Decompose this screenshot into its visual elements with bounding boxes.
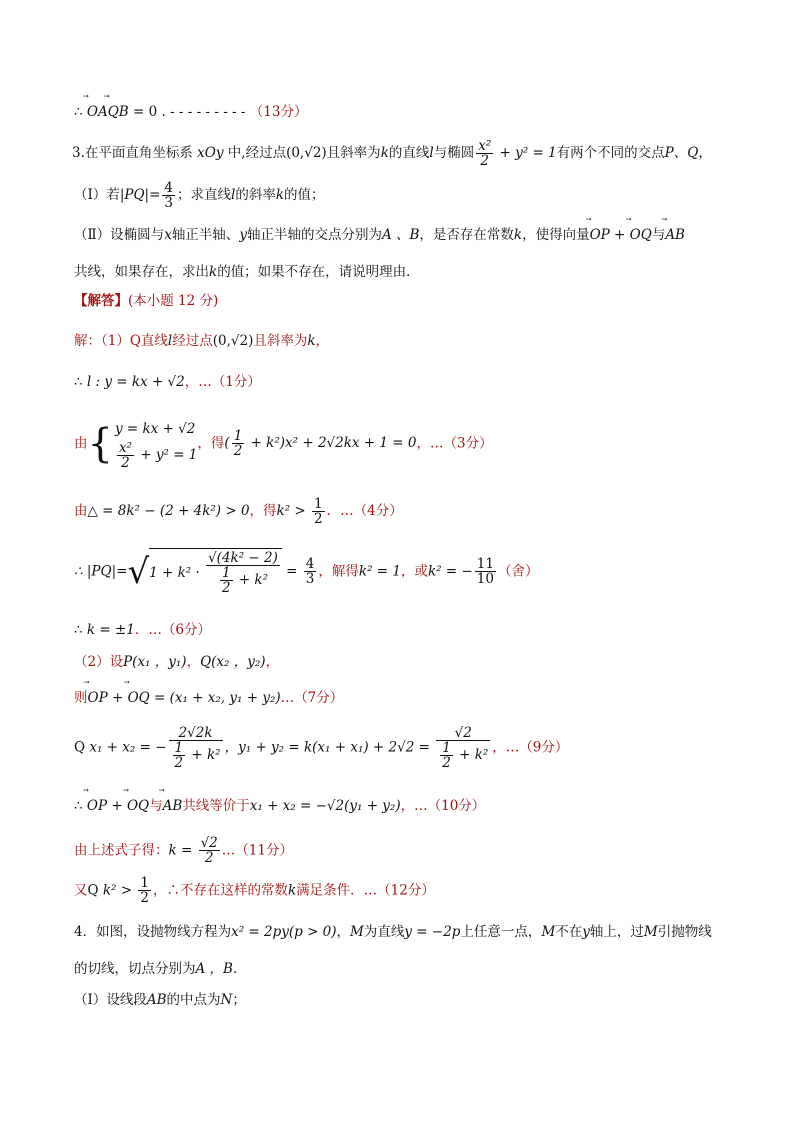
plus: + <box>107 798 127 814</box>
text: ， <box>186 654 201 670</box>
math-ab: A 、B <box>381 227 420 243</box>
math-x: x <box>164 227 172 243</box>
vector-op: ⃗ OP <box>87 796 107 816</box>
math-discriminant: △ = 8k² − (2 + 4k²) > 0 <box>87 503 250 519</box>
fraction-11-10 <box>475 557 496 586</box>
text: 由 <box>74 435 88 452</box>
score-12: …（12分） <box>363 882 435 899</box>
frac-num: 1 <box>442 739 451 756</box>
den-tail: + k² <box>187 746 221 763</box>
because-symbol: Q <box>87 882 103 899</box>
text: 的中点为 <box>166 992 221 1008</box>
math-xoy: xOy <box>197 145 224 161</box>
frac-num: 1 <box>140 875 149 891</box>
frac-num: 4 <box>305 556 315 572</box>
sqrt-content <box>149 548 282 595</box>
system-eq-2-tail: + y² = 1 <box>135 447 198 463</box>
math-collinear-cond: x₁ + x₂ = −√2(y₁ + y₂) <box>249 798 401 814</box>
fraction-1-2 <box>440 741 453 770</box>
math-l: l <box>231 187 236 203</box>
fraction-y-sum <box>436 726 490 770</box>
text: 轴上，过 <box>589 924 644 940</box>
vector-oq: ⃗ OQ <box>128 688 150 708</box>
text: 由 <box>74 503 88 519</box>
fraction-1-2 <box>138 876 151 905</box>
math-k2: k² > <box>102 882 137 899</box>
text: 与 <box>149 798 163 814</box>
den-tail: + k² <box>234 572 269 588</box>
problem-3-q2-line2 <box>74 262 764 282</box>
fraction-1-2 <box>220 566 233 595</box>
frac-num: 1 <box>314 496 323 512</box>
fraction-1-2 <box>312 497 325 526</box>
frac-num: 1 <box>233 428 243 444</box>
vector-qb: ⃗ QB <box>108 102 129 122</box>
math-k2-1: k² = 1 <box>358 563 401 580</box>
math-k2: k² > <box>276 503 311 519</box>
quadratic-eq <box>224 428 417 459</box>
frac-den: 2 <box>314 511 323 527</box>
frac-den: 2 <box>221 580 231 596</box>
text: 的直线 <box>388 145 430 161</box>
text: 且斜率为 <box>253 333 308 349</box>
math-k: k <box>307 333 316 349</box>
math-l: l <box>167 333 173 349</box>
text: 的值；如果不存在，请说明理由． <box>217 264 420 280</box>
problem-3-q2 <box>74 225 764 245</box>
therefore: ∴ <box>74 798 87 814</box>
math-abs-pq: |PQ|= <box>119 187 161 203</box>
math-abs-pq: ∴ |PQ|= <box>74 563 128 580</box>
text: ，得 <box>249 503 277 519</box>
plus: + <box>107 690 128 706</box>
math-m: M <box>643 924 658 940</box>
plus: + <box>609 227 630 243</box>
text: 不在 <box>555 924 583 940</box>
system-eq-2 <box>115 441 197 470</box>
therefore: ∴ <box>74 104 87 120</box>
fraction-4-3 <box>162 181 175 210</box>
text: ，∴不存在这样的常数 <box>152 882 288 899</box>
text: 4．如图，设抛物线方程为 <box>74 924 232 940</box>
math-point-q: Q(x₂ ，y₂) <box>200 654 266 670</box>
frac-den <box>436 741 490 770</box>
problem-4-q1 <box>74 990 764 1010</box>
text: ，解得 <box>318 563 359 580</box>
problem-3-intro <box>72 139 764 168</box>
system-eq-1: y = kx + √2 <box>114 421 196 437</box>
equation-system <box>115 417 197 470</box>
text: 与 <box>651 227 666 243</box>
text: 直线 <box>140 333 168 349</box>
text: ，使得向量 <box>522 227 590 243</box>
frac-num: 2√2k <box>169 726 223 741</box>
therefore: ∴ <box>74 374 87 390</box>
frac-den: 2 <box>442 754 451 771</box>
text: 解：（1） <box>74 333 130 349</box>
frac-den: 10 <box>476 571 494 587</box>
text: 则 <box>74 690 88 706</box>
therefore: ∴ <box>74 622 87 638</box>
vector-op: ⃗ OP <box>88 688 108 708</box>
text: 共线，如果存在，求出 <box>74 264 209 280</box>
text: 经过点 <box>172 333 213 349</box>
text: ， <box>265 654 280 670</box>
vector-oq: ⃗ OQ <box>630 225 652 245</box>
math-m: M <box>541 924 556 940</box>
score-1: ，…（1分） <box>184 374 261 390</box>
solution-line-1 <box>74 331 764 351</box>
math-line: y = −2p <box>404 924 461 940</box>
frac-num: √2 <box>436 726 490 741</box>
score-6: ．…（6分） <box>134 622 211 638</box>
frac-den <box>206 566 280 595</box>
text: 的斜率 <box>235 187 276 203</box>
paren: ( <box>224 435 230 451</box>
text: ，或 <box>400 563 428 580</box>
text: ，是否存在常数 <box>419 227 514 243</box>
vector-oa: ⃗ OA <box>87 102 108 122</box>
math-point-p: P(x₁ ，y₁) <box>123 654 187 670</box>
frac-num: 1 <box>221 565 231 581</box>
equals: = <box>281 563 302 580</box>
text: 满足条件． <box>296 882 364 899</box>
text: 有两个不同的交点 <box>556 145 665 161</box>
equals-zero: = 0 . - - - - - - - - - <box>128 104 250 120</box>
because-symbol: Q <box>74 739 90 756</box>
score-13: （13分） <box>249 104 308 120</box>
vector-op: ⃗ OP <box>590 225 610 245</box>
sqrt-prefix: 1 + k² · <box>149 565 205 581</box>
solution-line-7 <box>74 652 764 672</box>
text: ． <box>232 961 247 977</box>
text: 又 <box>74 882 88 899</box>
frac-num: x² <box>478 138 492 154</box>
text: ， <box>698 145 712 161</box>
math-k: k <box>287 882 297 899</box>
text: （Ⅰ）设线段 <box>74 992 147 1008</box>
score-10: ，…（10分） <box>400 798 486 814</box>
solution-line-10 <box>74 796 764 816</box>
math-k: k <box>275 187 285 203</box>
problem-4-line2 <box>74 959 764 979</box>
math-ab: A ，B <box>195 961 233 977</box>
frac-den: 3 <box>305 571 315 587</box>
text: 上任意一点， <box>460 924 542 940</box>
math-k-pm1: k = ±1 <box>86 622 135 638</box>
math-m: M <box>350 924 364 940</box>
math-y-sum: ，y₁ + y₂ = k(x₁ + x₁) + 2√2 = <box>224 739 435 756</box>
math-pq: P、Q <box>664 145 699 161</box>
solution-line-4 <box>74 497 764 526</box>
solution-line-5 <box>74 548 764 595</box>
math-n: N <box>220 992 233 1008</box>
text: 且斜率为 <box>326 145 381 161</box>
discard-note: （舍） <box>497 563 539 580</box>
solution-line-12 <box>74 873 764 908</box>
frac-den: 2 <box>174 754 184 771</box>
because-symbol: Q <box>129 333 141 349</box>
score-7: …（7分） <box>280 690 344 706</box>
math-x-sum: x₁ + x₂ = − <box>89 739 167 756</box>
fraction-sqrt2-2 <box>199 836 220 865</box>
text: ， <box>315 333 330 349</box>
text: ， <box>336 924 351 940</box>
problem-4-intro <box>74 922 764 942</box>
math-y: y <box>239 227 247 243</box>
text: 为直线 <box>363 924 405 940</box>
solution-line-8 <box>74 688 764 708</box>
problem-3-q1 <box>74 181 764 210</box>
math-k: k <box>209 264 218 280</box>
frac-den: 3 <box>164 195 173 211</box>
solution-line-6 <box>74 620 764 640</box>
text: 轴正半轴的交点分别为 <box>246 227 382 243</box>
fraction-x-sum <box>169 726 223 770</box>
solution-line-2 <box>74 372 764 392</box>
vector-oq: ⃗ OQ <box>127 796 149 816</box>
answer-points: (本小题 12 分) <box>128 293 219 309</box>
score-3: ，…（3分） <box>416 435 493 452</box>
math-k: k <box>513 227 523 243</box>
math-line-eq: l : y = kx + √2 <box>86 374 185 390</box>
text: 与椭圆 <box>433 145 475 161</box>
sqrt-sign: √ <box>127 551 150 592</box>
fraction-4-3 <box>304 557 317 586</box>
solution-line-3 <box>74 417 764 470</box>
left-brace: { <box>87 420 113 467</box>
text: （2）设 <box>74 654 124 670</box>
line-oa-qb <box>74 102 764 122</box>
math-l: l <box>429 145 434 161</box>
score-9: ，…（9分） <box>492 739 569 756</box>
math-y: y <box>582 924 590 940</box>
math-point: (0,√2) <box>212 333 254 349</box>
fraction-1-2 <box>173 741 186 770</box>
frac-num: x² <box>118 440 132 456</box>
frac-den: 2 <box>233 443 243 459</box>
solution-line-9 <box>74 724 764 771</box>
frac-num: √(4k² − 2) <box>208 550 278 566</box>
math-point: (0,√2) <box>286 145 327 161</box>
text: 共线等价于 <box>182 798 250 814</box>
frac-den: 2 <box>121 455 130 471</box>
frac-num: 11 <box>476 556 494 572</box>
fraction-x2-2 <box>117 441 134 470</box>
math-ellipse-tail: + y² = 1 <box>495 145 557 161</box>
text: ，得 <box>197 435 225 452</box>
math-k: k <box>380 145 389 161</box>
text: 的切线，切点分别为 <box>74 961 196 977</box>
text: 轴正半轴、 <box>171 227 240 243</box>
fraction-1-2 <box>232 429 245 458</box>
text: （Ⅱ）设椭圆与 <box>74 227 165 243</box>
vector-ab: ⃗ AB <box>163 796 183 816</box>
math-k: k = <box>168 842 197 859</box>
quadratic-tail: + k²)x² + 2√2kx + 1 = 0 <box>246 435 417 451</box>
frac-den: 2 <box>480 153 490 169</box>
fraction-chord <box>206 551 280 595</box>
text: （Ⅰ）若 <box>74 187 120 203</box>
score-11: …（11分） <box>221 842 293 859</box>
text: 引抛物线 <box>657 924 712 940</box>
math-sum-vector: = (x₁ + x₂, y₁ + y₂) <box>149 690 281 706</box>
score-4: ．…（4分） <box>326 503 403 519</box>
frac-den <box>169 741 223 770</box>
text: ； <box>232 992 246 1008</box>
text: 由上述式子得： <box>74 842 169 859</box>
text: ；求直线 <box>177 187 231 203</box>
math-parabola: x² = 2py(p > 0) <box>231 924 337 940</box>
answer-heading <box>74 291 764 311</box>
text: 的值； <box>284 187 325 203</box>
frac-num: √2 <box>200 835 218 851</box>
text: 中,经过点 <box>223 145 287 161</box>
frac-num: 1 <box>174 739 184 756</box>
answer-label: 【解答】 <box>74 293 128 309</box>
vector-ab: ⃗ AB <box>665 225 685 245</box>
math-k2-neg: k² = − <box>427 563 473 580</box>
text: 3.在平面直角坐标系 <box>72 145 198 161</box>
frac-num: 4 <box>164 180 173 196</box>
math-ab: AB <box>146 992 167 1008</box>
frac-den: 2 <box>140 890 149 906</box>
solution-line-11 <box>74 833 764 868</box>
den-tail: + k² <box>454 746 489 763</box>
fraction-ellipse <box>476 139 493 168</box>
frac-den: 2 <box>204 850 214 866</box>
